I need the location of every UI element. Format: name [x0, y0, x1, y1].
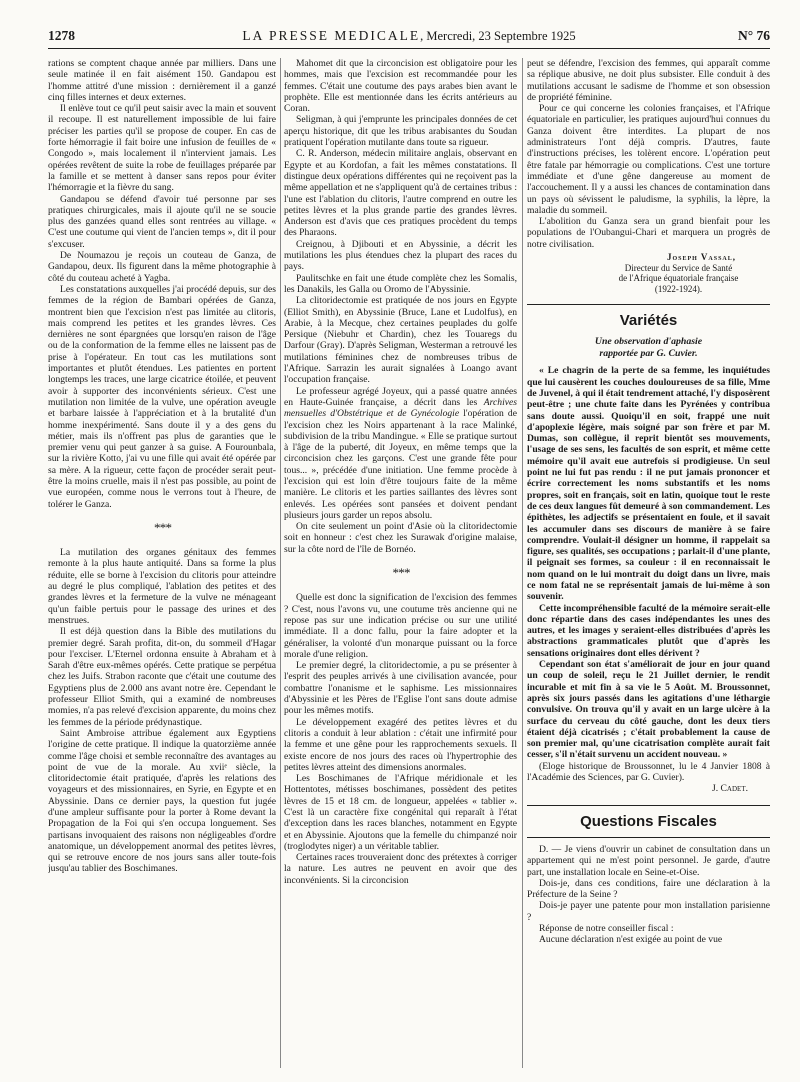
paragraph: Le développement exagéré des petites lèvres et du clitoris a conduit à leur ablation : c'était une infirmité pour la femme et une gêne pour les rapprochements sexuels. Il existe encore de nos jours des races où l'hypertrophie des petites lèvres atteint des dimensions anormales. [284, 716, 517, 773]
paragraph: Dois-je, dans ces conditions, faire une déclaration à la Préfecture de la Seine ? [527, 877, 770, 901]
paragraph: rations se comptent chaque année par milliers. Dans une seule matinée il en fait aisément 150. Gandapou est l'homme attitré d'une mission : dernièrement il a ganzé cinq filles internes et deux externes. [48, 58, 276, 103]
paragraph: Les constatations auxquelles j'ai procédé depuis, sur des femmes de la région de Bambari opérées de Ganza, montrent bien que l'excision n'est pas limitée au clitoris, mais comprend les petites et les grandes lèvres. Ces dernières ne sont épargnées que lorsqu'en raison de l'âge ou de la conformation de la femme elles ne laissent pas de prise à l'opérateur. En tout cas les mutilations sont importantes et plutôt étendues. Les patientes en portent longtemps les traces, une large cicatrice étoilée, et peuvent avoir à supporter des inconvénients sérieux. C'est une mutilation non limitée de la vulve, une opération aveugle et barbare laissée à l'appréciation et à la brutalité d'un homme inexpérimenté. Sans doute il y a des gens du métier, mais ils n'offrent pas plus de garanties que le premier venu qui peut ganzer à sa guise. A Fourounbala, sur la rivière Kotto, j'ai vu une fille qui avait été opérée par sa mère. A la rigueur, cette façon de procéder serait peut-être la moins cruelle, mais il n'est pas possible, au point de vue européen, comme nous le verrons tout à l'heure, de tolérer le Ganza. [48, 283, 276, 510]
paragraph: Creignou, à Djibouti et en Abyssinie, a décrit les mutilations les plus étendues chez la plupart des races du pays. [284, 238, 517, 273]
quoted-observation [527, 365, 770, 760]
column-divider [522, 58, 523, 1068]
paragraph: Cette incompréhensible faculté de la mémoire serait-elle donc répartie dans des cases indépendantes les unes des autres, et les images y seraient-elles distribuées d'après les abstractions grammaticales plutôt que d'après les sensations originaires dont elles dérivent ? [527, 602, 770, 659]
text-run: l'opération de l'excision chez les Noirs appartenant à la race Malinké, subdivision de la tribu Mandingue. « Elle se pratique surtout à l'âge de la puberté, dit Joyeux, en même temps que la circoncision chez les garçons. C'est une grande fête pour tous... », précédée d'une initiation. Une femme procède à l'excision qui est loin d'être toujours faite de la même manière. Le clitoris et les parties saillantes des lèvres sont enlevés. Les opérées sont pansées et doivent pendant plusieurs jours garder un repos absolu. [284, 408, 517, 521]
article-subtitle [527, 336, 770, 359]
paragraph: On cite seulement un point d'Asie où la clitoridectomie soit en honneur : c'est chez les Surawak d'origine malaise, sur la côte nord de l'île de Bornéo. [284, 521, 517, 555]
paragraph: La mutilation des organes génitaux des femmes remonte à la plus haute antiquité. Dans sa forme la plus réduite, elle se borne à l'excision du clitoris pour atteindre au degré le plus compliqué, l'ablation des petites et des grandes lèvres et la fermeture de la vulve ne ménageant qu'un faible pertuis pour le passage des urines et des menstrues. [48, 547, 276, 626]
paragraph: Dois-je payer une patente pour mon installation parisienne ? [527, 900, 770, 923]
paragraph: Paulitschke en fait une étude complète chez les Somalis, les Danakils, les Galla ou Oromo de l'Abyssinie. [284, 272, 517, 295]
section-separator: * * * [154, 519, 170, 535]
paragraph: Aucune déclaration n'est exigée au point de vue [539, 934, 723, 946]
paragraph: La clitoridectomie est pratiquée de nos jours en Egypte (Elliot Smith), en Abyssinie (Bruce, Lane et Ludolfus), en Arabie, à la Mecque, chez certaines peuplades du golfe Persique (Niebuhr et Chardin), chez les Touaregs du Darfour (Gray). D'après Seligman, Westerman a retrouvé les mutilations féminines chez de nombreuses tribus de l'Afrique. Sarrazin les aurait signalées à Loango avant l'occupation française. [284, 295, 517, 386]
journal-name: LA PRESSE MEDICALE [242, 28, 421, 43]
issue-number: N° 76 [737, 28, 770, 43]
article-signature: J. Cadet. [712, 783, 748, 795]
column-middle [284, 58, 517, 1070]
section-title-varietes: Variétés [619, 312, 678, 330]
section-separator: * * * [392, 565, 409, 581]
paragraph: Saint Ambroise attribue également aux Egyptiens l'origine de cette pratique. Il indique la quatorzième année comme l'âge choisi et semble reconnaître des avantages au point de vue de la morale. Au xviiᵉ siècle, la clitoridectomie était pratiquée, d'après les relations des voyageurs et des missionnaires, en Syrie, en Egypte et en Abyssinie. Dans ce dernier pays, la question fut jugée d'une ampleur suffisante pour la porter à Rome devant la Propagation de la Foi qui s'en occupa longuement. Ses partisans invoquaient des raisons non négligeables d'ordre anatomique, un développement anormal des petites lèvres, qui se retrouve encore de nos jours sans aller toute-fois jusqu'au tablier des Boschimanes. [48, 727, 276, 875]
paragraph: D. — Je viens d'ouvrir un cabinet de consultation dans un appartement qui ne m'est point personnel. Je garde, d'autre part, une installation locale en Seine-et-Oise. [527, 843, 770, 878]
author-role: de l'Afrique équatoriale française [618, 273, 739, 284]
journal-reference: Archives mensuelles d'Obstétrique et de Gynécologie [284, 396, 517, 420]
page-header [48, 26, 770, 49]
section-rule [527, 805, 770, 806]
paragraph: Le premier degré, la clitoridectomie, a pu se présenter à l'esprit des peuples arrivés à une civilisation avancée, pour combattre l'onanisme et le saphisme. Les missionnaires d'Abyssinie et les Pères de l'Eglise l'ont sans doute admise pour les mêmes motifs. [284, 660, 517, 717]
paragraph: L'abolition du Ganza sera un grand bienfait pour les populations de l'Oubangui-Chari et marquera un progrès de notre civilisation. [527, 216, 770, 250]
section-rule [527, 304, 770, 305]
section-rule [527, 837, 770, 838]
paragraph: C. R. Anderson, médecin militaire anglais, observant en Egypte et au Kordofan, a fait les mêmes constatations. Il distingue deux opérations différentes qui ne reçoivent pas la même appellation et ne s'appliquent qu'à de certaines tribus : l'une est l'ablation du clitoris, l'autre comprend en outre les petites lèvres et la plus grande partie des grandes lèvres. Anderson est d'avis que ces pratiques procèdent du temps des Pharaons. [284, 148, 517, 239]
column-right [527, 58, 770, 1070]
section-title-fiscal: Questions Fiscales [580, 812, 717, 830]
paragraph [284, 386, 517, 522]
column-left [48, 58, 276, 1070]
citation: (Eloge historique de Broussonnet, lu le 4 Janvier 1808 à l'Académie des Sciences, par G. Cuvier). [527, 760, 770, 784]
paragraph: peut se défendre, l'excision des femmes, qui apparaît comme sa réplique abusive, ne doit plus subsister. Elle conduit à des mutilations accusant le sadisme de l'homme et son obsession de propriété féminine. [527, 58, 770, 103]
journal-title [48, 28, 770, 44]
author-role: Directeur du Service de Santé [624, 262, 733, 273]
subtitle-line: Une observation d'aphasie [594, 336, 703, 348]
paragraph: « Le chagrin de la perte de sa femme, les inquiétudes que lui causèrent les couches douloureuses de sa fille, Mme de Juvenel, à qui il était tendrement attaché, l'y disposèrent peut-être ; une chute faite dans les Pyrénées y contribua sans doute aussi. Quoiqu'il en soit, frappé une nuit d'apoplexie légère, mais soigné par son frère et par M. Dumas, son collègue, il reprit bientôt ses mouvements, l'usage de ses sens, les facultés de son esprit, et même cette mémoire qu'il avait eue autrefois si prodigieuse. Un seul point ne lui fut pas rendu : il ne put jamais prononcer et écrire correctement les noms substantifs et les noms propres, soit en français, soit en latin, quoique tout le reste de ces deux langues fût demeuré à son commandement. Les épithètes, les adjectifs se présentaient en foule, et il savait les accumuler dans ses discours de manière à se faire comprendre. Voulait-il désigner un homme, il rappelait sa figure, ses qualités, ses occupations ; parlait-il d'une plante, il peignait ses formes, sa couleur : il en reconnaissait le nom quand on le lui montrait du doigt dans un livre, mais ce nom fatal ne se représentait jamais de lui-même à son souvenir. [527, 365, 770, 603]
author-signature [527, 252, 770, 294]
issue-date: , Mercredi, 23 Septembre 1925 [420, 29, 576, 43]
column-divider [280, 58, 281, 1068]
page-number: 1278 [48, 28, 75, 43]
paragraph: Il enlève tout ce qu'il peut saisir avec la main et souvent il recoupe. Il est naturellement impossible de lui faire préciser les parties qu'il se propose de couper. En cas de forte hémorragie il fait boire une infusion de feuilles de « Congodo », mais localement il n'intervient jamais. Les opérées revêtent de suite la robe de feuillages préparée par la famille et se mettent à danser sans repos pour éviter l'hémorragie et la fièvre du sang. [48, 103, 276, 194]
paragraph: Cependant son état s'améliorait de jour en jour quand un coup de soleil, reçu le 21 Juillet dernier, le rendit incurable et mit fin à sa vie le 5 Août. M. Broussonnet, après six jours passés dans les agitations d'une léthargie convulsive. On trouva qu'il y avait en un large ulcère à la surface du cerveau du côté gauche, dont les deux tiers étaient déjà cicatrisés ; c'était probablement la cause de son premier mal, qu'une cicatrisation complète aurait fait cesser, s'il n'était survenu un accident nouveau. » [527, 659, 770, 761]
author-name: Joseph Vassal, [666, 252, 736, 263]
paragraph: Pour ce qui concerne les colonies françaises, et l'Afrique équatoriale en particulier, les pratiques aujourd'hui connues du Ganza doivent être interdites. La plupart de nos administrateurs l'ont déjà compris. D'autres, faute d'instructions précises, les tolèrent encore. L'opération peut être fatale par hémorragie ou complications. C'est une torture immédiate et d'une gêne dangereuse au moment de l'accouchement. Il y a aussi les chances de contamination dans un pays où sévissent le paludisme, la syphilis, la lèpre, la maladie du sommeil. [527, 103, 770, 216]
paragraph: Quelle est donc la signification de l'excision des femmes ? C'est, nous l'avons vu, une coutume très ancienne qui ne repose pas sur une indication précise ou sur une utilité immédiate. Il a donc fallu, pour la faire adopter et la généraliser, la volonté d'un monarque puissant ou la force morale d'une religion. [284, 592, 517, 660]
paragraph: Certaines races trouveraient donc des prétextes à corriger la nature. Les autres ne peuvent en avoir que des inconvénients. Si la circoncision [284, 852, 517, 886]
author-role: (1922-1924). [654, 283, 703, 294]
paragraph: De Noumazou je reçois un couteau de Ganza, de Gandapou, deux. Ils figurent dans la même photographie à côté du couteau acheté à Yagba. [48, 250, 276, 284]
paragraph: Gandapou se défend d'avoir tué personne par ses pratiques chirurgicales, mais il ajoute qu'il ne se soucie plus des ganzées quand elles sont rentrées au village. « C'est une coutume qui vient de l'ancien temps », dit il pour s'excuser. [48, 193, 276, 250]
paragraph: Mahomet dit que la circoncision est obligatoire pour les hommes, mais que l'excision est recommandée pour les femmes. C'était une coutume des pays arabes bien avant le prophète. Elle est mentionnée dans les écrits antérieurs au Coran. [284, 58, 517, 115]
text-run: Le professeur agrégé Joyeux, qui a passé quatre années en Haute-Guinée française, a décrit dans les [284, 385, 517, 408]
paragraph: Il est déjà question dans la Bible des mutilations du premier degré. Sarah profita, dit-on, du sommeil d'Hagar pour l'exciser. L'Eternel ordonna ensuite à Abraham et à Sarah d'être eux-mêmes opérés. Cette pratique se perpétua chez les Juifs. Strabon raconte que c'était une coutume des Egyptiens plus de 2.000 ans avant notre ère. Cependant le professeur Elliot Smith, qui a examiné de nombreuses momies, n'a pas relevé d'excision apparente, du moins chez les femmes de la période prédynastique. [48, 626, 276, 728]
paragraph: Les Boschimanes de l'Afrique méridionale et les Hottentotes, métisses boschimanes, possèdent des petites lèvres de 15 et 18 cm. de longueur, appelées « tablier ». C'est là un caractère fixe congénital qui reparaît à l'état d'exception dans les races blanches, notamment en Egypte et en Abyssinie. Ajoutons que la femelle du chimpanzé noir (troglodytes niger) a un véritable tablier. [284, 773, 517, 852]
paragraph: Réponse de notre conseiller fiscal : [539, 923, 674, 934]
paragraph: Seligman, à qui j'emprunte les principales données de cet aperçu historique, dit que les tribus arabisantes du Soudan pratiquent l'opération mutilante dans toute sa rigueur. [284, 114, 517, 149]
subtitle-line: rapportée par G. Cuvier. [599, 347, 698, 359]
